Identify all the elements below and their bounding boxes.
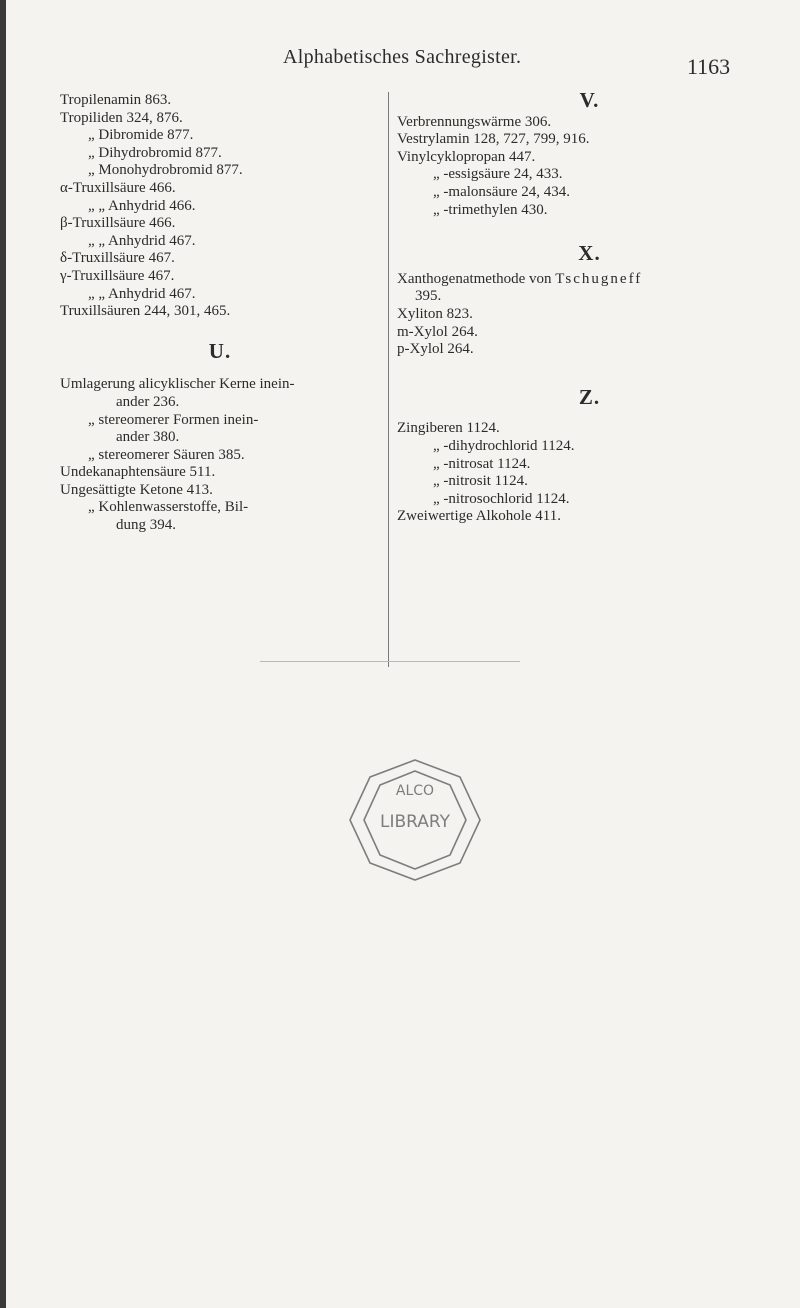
- index-subentry: „ Kohlenwasserstoffe, Bil-: [88, 499, 249, 516]
- section-heading-x: X.: [578, 241, 601, 266]
- index-entry-continuation: ander 236.: [116, 393, 180, 410]
- index-subentry: „ stereomerer Formen inein-: [88, 411, 259, 428]
- section-heading-v: V.: [579, 88, 600, 112]
- index-entry: Tropilenamin 863.: [60, 92, 172, 108]
- index-entry: γ-Truxillsäure 467.: [60, 267, 175, 284]
- index-entry: Undekanaphtensäure 511.: [60, 464, 216, 481]
- index-subentry: „ „ Anhydrid 467.: [88, 285, 196, 302]
- index-entry: Xyliton 823.: [397, 305, 473, 322]
- index-entry: Zingiberen 1124.: [397, 420, 500, 437]
- index-entry: Ungesättigte Ketone 413.: [60, 481, 213, 498]
- index-subentry: „ -trimethylen 430.: [433, 201, 548, 218]
- index-entry: δ-Truxillsäure 467.: [60, 250, 175, 267]
- index-subentry: „ Dihydrobromid 877.: [88, 144, 222, 161]
- index-subentry: „ -nitrosochlorid 1124.: [433, 490, 570, 507]
- running-title: Alphabetisches Sachregister.: [283, 46, 522, 68]
- index-subentry: „ -dihydrochlorid 1124.: [433, 437, 575, 454]
- stamp-top-text: ALCO: [395, 783, 435, 799]
- index-subentry: „ „ Anhydrid 466.: [88, 197, 196, 214]
- index-subentry: „ -nitrosit 1124.: [433, 473, 528, 490]
- section-heading-u: U.: [208, 338, 232, 363]
- index-entry: Verbrennungswärme 306.: [397, 113, 552, 130]
- column-divider: [388, 92, 389, 667]
- bottom-rule: [260, 661, 520, 662]
- index-subentry: „ Monohydrobromid 877.: [88, 162, 243, 179]
- index-subentry: „ -essigsäure 24, 433.: [433, 166, 563, 183]
- left-column: [60, 92, 380, 535]
- stamp-bottom-text: LIBRARY: [379, 812, 451, 832]
- index-entry-continuation: ander 380.: [116, 429, 180, 446]
- page-binding-edge: [0, 0, 6, 1308]
- author-name: Tschugneff: [555, 270, 643, 287]
- index-entry-text: Xanthogenatmethode von: [397, 270, 552, 287]
- index-entry: Tropiliden 324, 876.: [60, 109, 183, 126]
- index-subentry: „ -malonsäure 24, 434.: [433, 183, 571, 200]
- index-entry: Truxillsäuren 244, 301, 465.: [60, 303, 231, 320]
- index-entry: p-Xylol 264.: [397, 341, 474, 358]
- index-entry: Vinylcyklopropan 447.: [397, 148, 536, 165]
- index-entry: β-Truxillsäure 466.: [60, 215, 176, 232]
- page-number: 1163: [687, 54, 731, 79]
- index-subentry: „ stereomerer Säuren 385.: [88, 446, 245, 463]
- library-stamp: [340, 755, 490, 885]
- index-entry-continuation: dung 394.: [116, 517, 176, 534]
- index-entry: Vestrylamin 128, 727, 799, 916.: [397, 131, 590, 148]
- index-entry: Umlagerung alicyklischer Kerne inein-: [60, 376, 295, 393]
- index-entry: α-Truxillsäure 466.: [60, 179, 176, 196]
- index-entry: [397, 271, 782, 289]
- section-heading-z: Z.: [578, 384, 601, 409]
- index-subentry: „ „ Anhydrid 467.: [88, 232, 196, 249]
- index-entry: Zweiwertige Alkohole 411.: [397, 508, 561, 525]
- index-entry-continuation: 395.: [415, 288, 442, 305]
- index-entry: m-Xylol 264.: [397, 323, 478, 340]
- right-column: [397, 88, 782, 526]
- index-subentry: „ Dibromide 877.: [88, 127, 194, 144]
- page-header: [0, 46, 800, 80]
- index-subentry: „ -nitrosat 1124.: [433, 455, 531, 472]
